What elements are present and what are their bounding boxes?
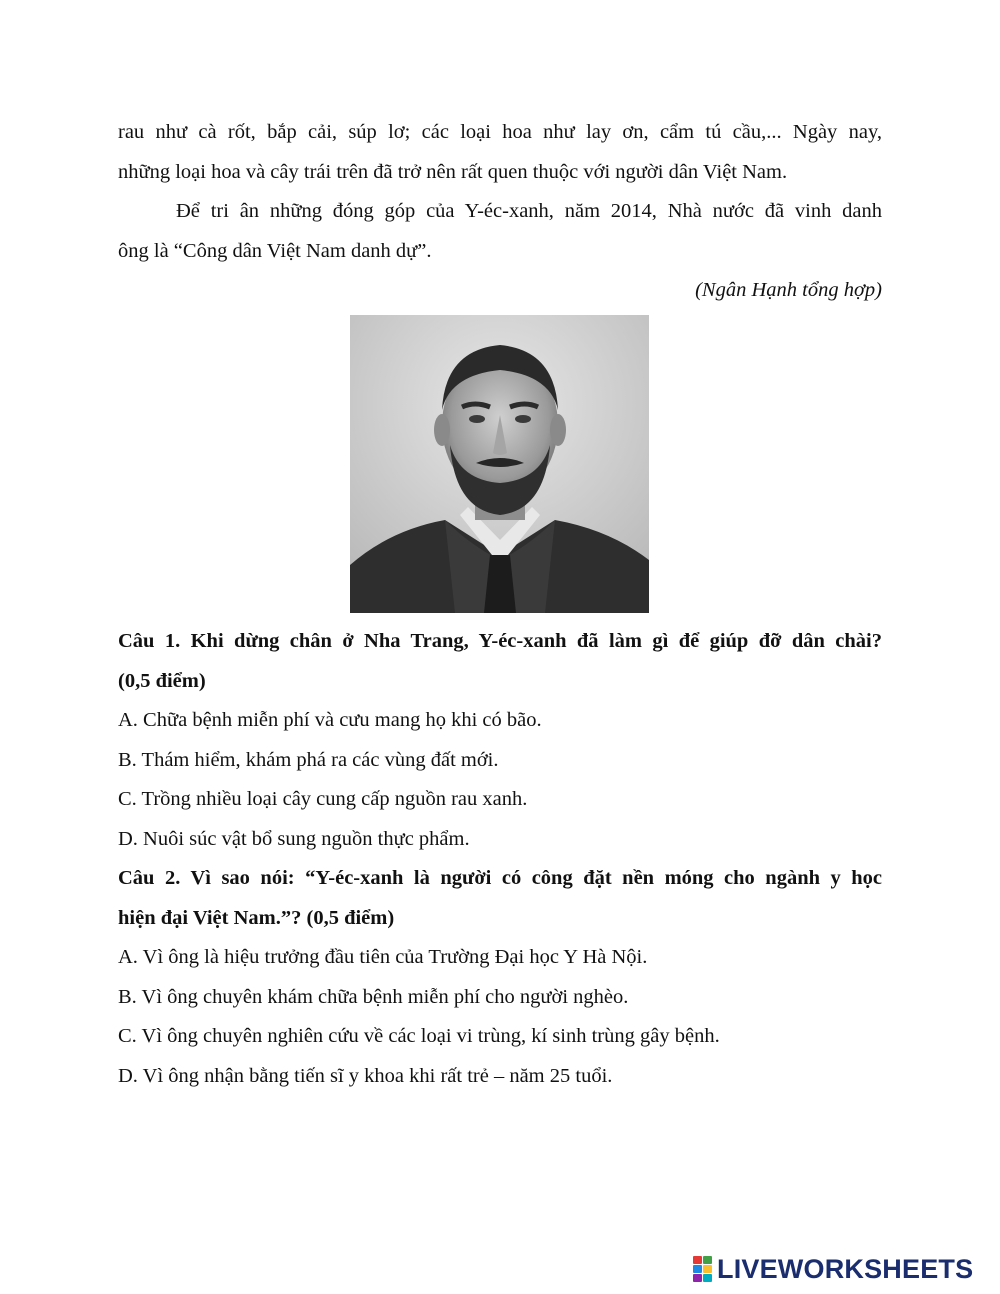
question-2-option-b: B. Vì ông chuyên khám chữa bệnh miễn phí cho người nghèo. [118,985,629,1008]
question-1-option-c: C. Trồng nhiều loại cây cung cấp nguồn rau xanh. [118,788,528,810]
passage-line: Để tri ân những đóng góp của Y-éc-xanh, năm 2014, Nhà nước đã vinh danh [176,200,882,222]
logo-tile [693,1256,702,1264]
questions-section [118,622,882,1096]
question-1-title [118,622,882,701]
question-1-option-d: D. Nuôi súc vật bổ sung nguồn thực phẩm. [118,827,470,850]
passage-paragraph-1 [118,113,882,192]
logo-tile [703,1274,712,1282]
logo-tile [703,1265,712,1273]
passage-line: ông là “Công dân Việt Nam danh dự”. [118,239,432,262]
passage-line: những loại hoa và cây trái trên đã trở nên rất quen thuộc với người dân Việt Nam. [118,160,788,183]
question-2-option-c: C. Vì ông chuyên nghiên cứu về các loại vi trùng, kí sinh trùng gây bệnh. [118,1025,720,1047]
question-1-option-a: A. Chữa bệnh miễn phí và cưu mang họ khi có bão. [118,709,542,731]
question-2-option-d: D. Vì ông nhận bằng tiến sĩ y khoa khi rất trẻ – năm 25 tuổi. [118,1064,613,1087]
question-2-option-a: A. Vì ông là hiệu trưởng đầu tiên của Trường Đại học Y Hà Nội. [118,946,648,968]
liveworksheets-logo-text: LIVEWORKSHEETS [717,1253,974,1284]
question-title-line: Câu 1. Khi dừng chân ở Nha Trang, Y-éc-xanh đã làm gì để giúp đỡ dân chài? [118,630,882,652]
passage-line: rau như cà rốt, bắp cải, súp lơ; các loại hoa như lay ơn, cẩm tú cầu,... Ngày nay, [118,121,882,143]
passage-paragraph-2 [118,192,882,271]
question-title-line: hiện đại Việt Nam.”? (0,5 điểm) [118,906,395,929]
question-1-option-b: B. Thám hiểm, khám phá ra các vùng đất mới. [118,748,499,771]
logo-tile [693,1265,702,1273]
question-title-line: Câu 2. Vì sao nói: “Y-éc-xanh là người có công đặt nền móng cho ngành y học [118,867,882,889]
author-credit: (Ngân Hạnh tổng hợp) [695,279,882,301]
portrait-photo [350,315,649,613]
liveworksheets-logo-icon [693,1256,712,1282]
question-2-title [118,859,882,938]
question-title-line: (0,5 điểm) [118,669,206,692]
liveworksheets-logo [693,1252,973,1286]
logo-tile [703,1256,712,1264]
portrait-illustration [350,315,649,613]
logo-tile [693,1274,702,1282]
